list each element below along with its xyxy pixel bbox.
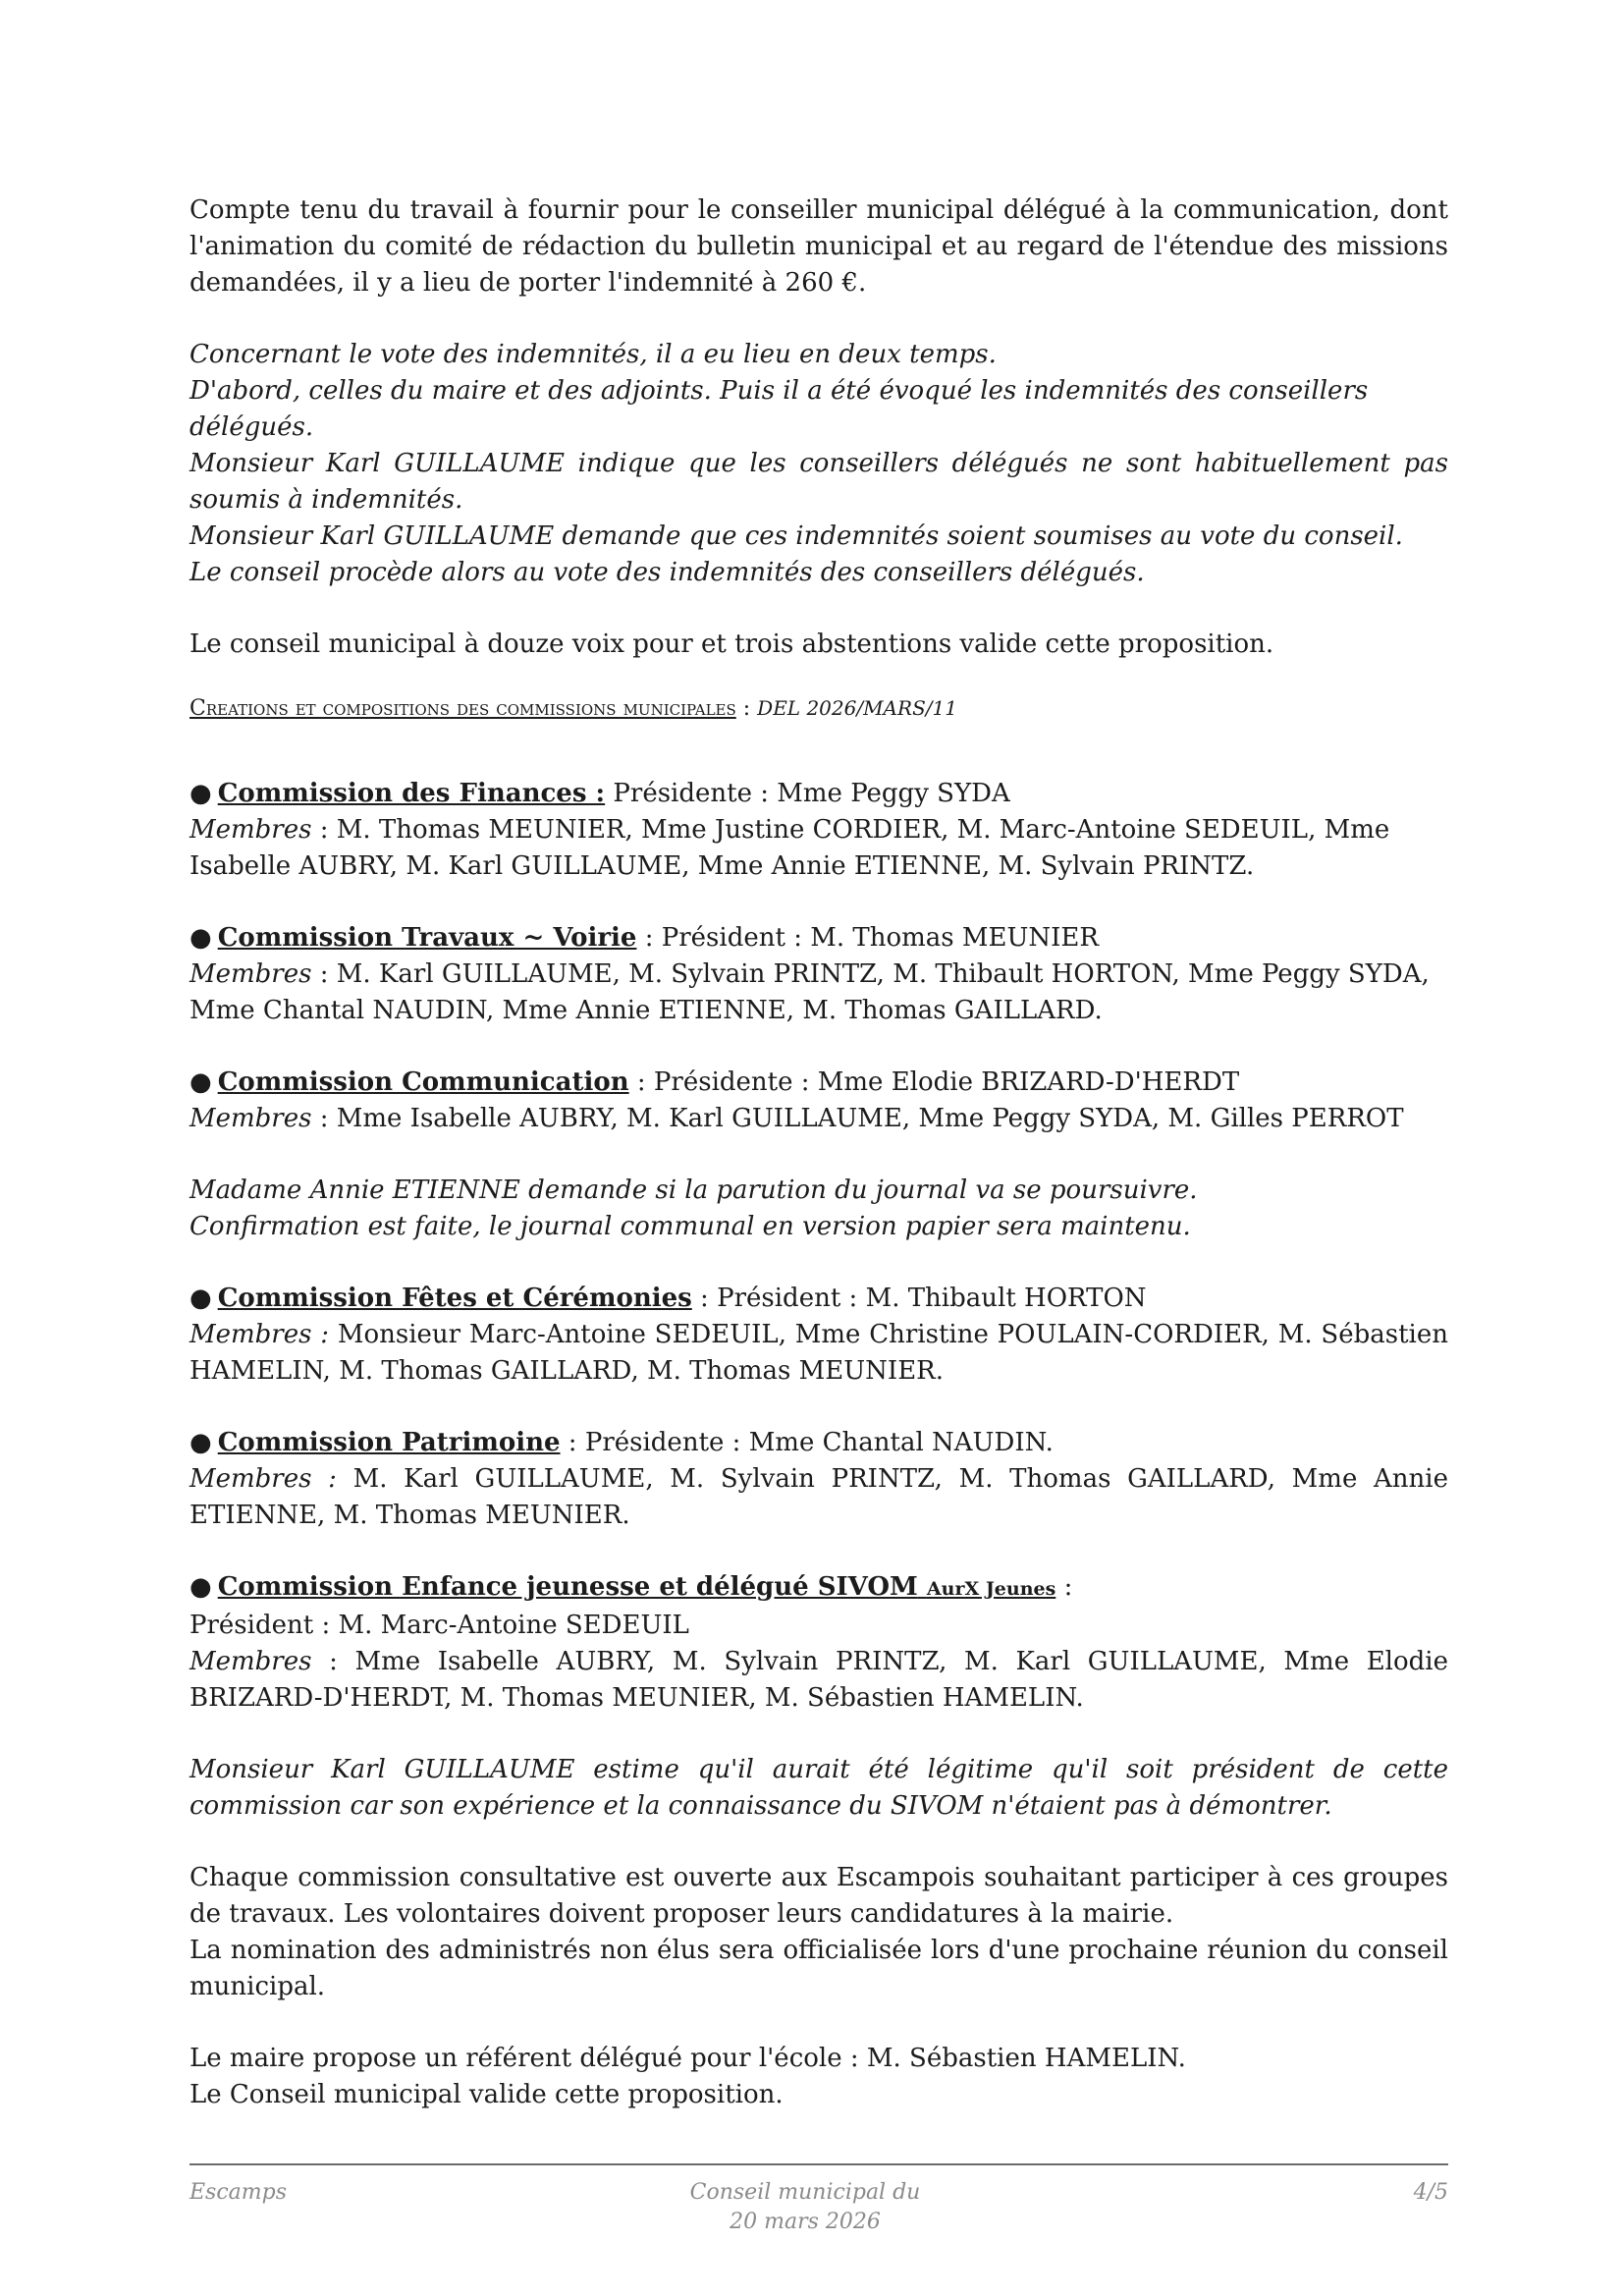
- bullet-icon: ●: [189, 1067, 212, 1097]
- deliberation-ref: DEL 2026/MARS/11: [757, 696, 957, 720]
- closing-consultative: Chaque commission consultative est ouverte aux Escampois souhaitant participer à ces groupes de travaux. Les volontaires doivent proposer leurs candidatures à la mairie.: [189, 1863, 1448, 1929]
- commission-colon: :: [1055, 1572, 1073, 1602]
- commission-lead: : Présidente : Mme Chantal NAUDIN.: [560, 1428, 1054, 1457]
- section-separator: :: [735, 696, 758, 721]
- footer-meeting-date: 20 mars 2026: [730, 2210, 881, 2234]
- vote-decision: Le conseil municipal à douze voix pour et trois abstentions valide cette proposition.: [189, 629, 1274, 659]
- referent-validation: Le Conseil municipal valide cette proposition.: [189, 2080, 784, 2109]
- members-label: Membres: [189, 1104, 312, 1133]
- members-label: Membres: [189, 815, 312, 845]
- commission-lead: : Président : M. Thomas MEUNIER: [636, 923, 1099, 953]
- remark-line: Confirmation est faite, le journal communal en version papier sera maintenu.: [189, 1212, 1191, 1241]
- footer-page-number: 4/5: [1413, 2180, 1448, 2205]
- paragraph-indemnite: Compte tenu du travail à fournir pour le conseiller municipal délégué à la communication, dont l'animation du comité de rédaction du bulletin municipal et au regard de l'étendue des missions demandées, il y a lieu de porter l'indemnité à 260 €.: [189, 195, 1448, 298]
- footer-meeting-title: Conseil municipal du: [689, 2180, 921, 2205]
- commission-communication: [189, 1065, 1448, 1137]
- members-label: Membres: [189, 959, 312, 989]
- commission-name: Commission Travaux ~ Voirie: [217, 923, 637, 953]
- commission-travaux: [189, 920, 1448, 1029]
- section-heading: [189, 690, 1448, 727]
- vote-note: D'abord, celles du maire et des adjoints. Puis il a été évoqué les indemnités des conseillers délégués.: [189, 376, 1369, 442]
- closing-block: [189, 1860, 1448, 2005]
- commission-patrimoine: [189, 1425, 1448, 1534]
- section-title: Creations et compositions des commissions municipales: [189, 696, 736, 721]
- footer-commune: Escamps: [189, 2180, 288, 2205]
- commission-lead: : Président : M. Thibault HORTON: [691, 1284, 1147, 1313]
- commission-name: Commission Communication: [217, 1067, 629, 1097]
- members-list: : M. Karl GUILLAUME, M. Sylvain PRINTZ, M. Thibault HORTON, Mme Peggy SYDA, Mme Chantal NAUDIN, Mme Annie ETIENNE, M. Thomas GAILLARD.: [189, 959, 1430, 1025]
- vote-note: Le conseil procède alors au vote des indemnités des conseillers délégués.: [189, 558, 1145, 587]
- referent-proposal: Le maire propose un référent délégué pour l'école : M. Sébastien HAMELIN.: [189, 2044, 1186, 2073]
- commission-name: Commission Patrimoine: [217, 1428, 561, 1457]
- bullet-icon: ●: [189, 1284, 212, 1313]
- vote-note: Monsieur Karl GUILLAUME demande que ces indemnités soient soumises au vote du conseil.: [189, 521, 1403, 551]
- footer-meeting: [609, 2178, 1001, 2237]
- members-label: Membres :: [189, 1320, 330, 1349]
- commission-name: [218, 1572, 1056, 1602]
- footer-divider: [189, 2163, 1448, 2165]
- members-list: M. Karl GUILLAUME, M. Sylvain PRINTZ, M. Thomas GAILLARD, Mme Annie ETIENNE, M. Thomas MEUNIER.: [189, 1464, 1448, 1530]
- members-list: : Mme Isabelle AUBRY, M. Karl GUILLAUME, Mme Peggy SYDA, M. Gilles PERROT: [311, 1104, 1404, 1133]
- members-list: : M. Thomas MEUNIER, Mme Justine CORDIER, M. Marc-Antoine SEDEUIL, Mme Isabelle AUBRY, M. Karl GUILLAUME, Mme Annie ETIENNE, M. Sylvain PRINTZ.: [189, 815, 1390, 881]
- commission-name: Commission des Finances :: [217, 779, 606, 808]
- commission-lead: Présidente : Mme Peggy SYDA: [613, 779, 1010, 808]
- commission-finances: [189, 776, 1448, 885]
- commission-name-suffix: AurX Jeunes: [926, 1578, 1056, 1600]
- journal-remark: [189, 1173, 1448, 1245]
- members-list: Monsieur Marc-Antoine SEDEUIL, Mme Christine POULAIN-CORDIER, M. Sébastien HAMELIN, M. Thomas GAILLARD, M. Thomas MEUNIER.: [189, 1320, 1448, 1386]
- members-label: Membres :: [189, 1464, 337, 1494]
- remark-line: Madame Annie ETIENNE demande si la parution du journal va se poursuivre.: [189, 1175, 1198, 1205]
- document-body: [189, 192, 1448, 2113]
- commission-lead: : Présidente : Mme Elodie BRIZARD-D'HERDT: [628, 1067, 1240, 1097]
- bullet-icon: ●: [189, 923, 212, 953]
- commission-name-text: Commission Enfance jeunesse et délégué SIVOM: [217, 1572, 918, 1602]
- commission-lead: Président : M. Marc-Antoine SEDEUIL: [189, 1611, 689, 1640]
- vote-note: Monsieur Karl GUILLAUME indique que les conseillers délégués ne sont habituellement pas soumis à indemnités.: [189, 449, 1448, 515]
- members-label: Membres: [189, 1647, 312, 1676]
- bullet-icon: ●: [189, 1572, 212, 1602]
- bullet-icon: ●: [189, 779, 212, 808]
- guillaume-remark: Monsieur Karl GUILLAUME estime qu'il aurait été légitime qu'il soit président de cette commission car son expérience et la connaissance du SIVOM n'étaient pas à démontrer.: [189, 1755, 1448, 1821]
- closing-nomination: La nomination des administrés non élus sera officialisée lors d'une prochaine réunion du conseil municipal.: [189, 1936, 1448, 2001]
- bullet-icon: ●: [189, 1428, 212, 1457]
- members-list: : Mme Isabelle AUBRY, M. Sylvain PRINTZ, M. Karl GUILLAUME, Mme Elodie BRIZARD-D'HERDT, M. Thomas MEUNIER, M. Sébastien HAMELIN.: [189, 1647, 1448, 1713]
- vote-note: Concernant le vote des indemnités, il a eu lieu en deux temps.: [189, 340, 997, 369]
- vote-notes: [189, 337, 1448, 591]
- commission-name: Commission Fêtes et Cérémonies: [217, 1284, 692, 1313]
- commission-enfance: [189, 1569, 1448, 1717]
- commission-fetes: [189, 1281, 1448, 1390]
- referent-block: [189, 2041, 1448, 2113]
